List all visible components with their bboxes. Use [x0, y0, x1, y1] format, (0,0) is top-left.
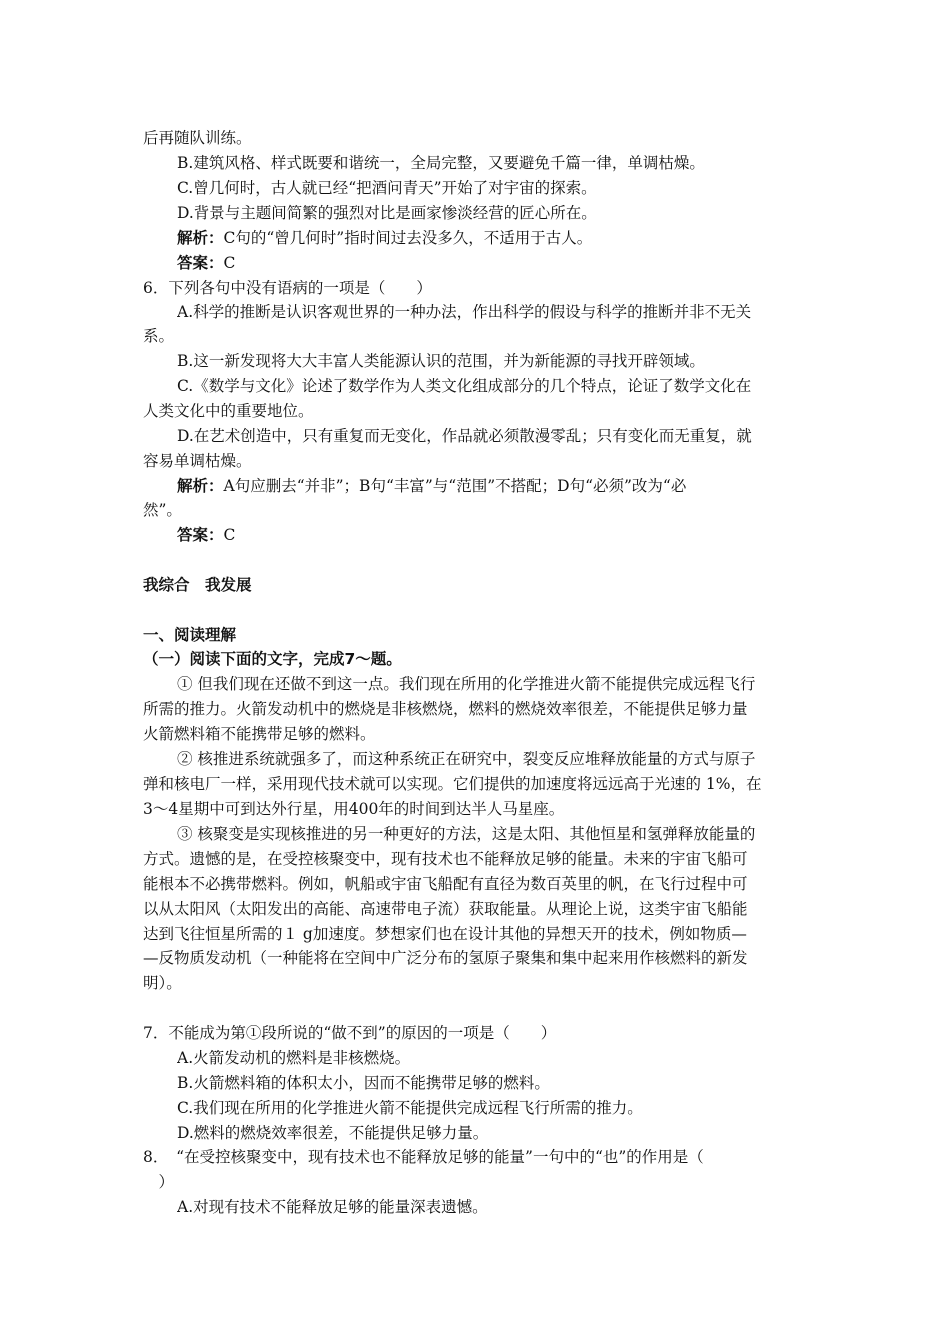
option-c-cont: 人类文化中的重要地位。	[143, 402, 314, 420]
question-8-cont: ）	[143, 1173, 175, 1191]
passage-line: 弹和核电厂一样，采用现代技术就可以实现。它们提供的加速度将远远高于光速的 1%，在	[143, 775, 762, 793]
answer-label: 答案：	[177, 253, 224, 272]
passage-line: 所需的推力。火箭发动机中的燃烧是非核燃烧，燃料的燃烧效率很差，不能提供足够力量	[143, 700, 748, 718]
analysis-line	[177, 226, 813, 250]
answer-label: 答案：	[177, 525, 224, 544]
option-a: A.火箭发动机的燃料是非核燃烧。	[177, 1049, 411, 1067]
passage-line: 以从太阳风（太阳发出的高能、高速带电子流）获取能量。从理论上说，这类宇宙飞船能	[143, 900, 748, 918]
answer-line	[177, 251, 813, 275]
option-a-cont: 系。	[143, 327, 175, 345]
option-a: A.对现有技术不能释放足够的能量深表遗憾。	[177, 1198, 488, 1216]
passage-line: 明）。	[143, 974, 182, 992]
answer-text: C	[223, 254, 236, 272]
option-b: B.建筑风格、样式既要和谐统一，全局完整，又要避免千篇一律，单调枯燥。	[177, 154, 705, 172]
analysis-label: 解析：	[177, 476, 224, 495]
question-8: 8． “在受控核聚变中，现有技术也不能释放足够的能量”一句中的“也”的作用是（	[143, 1148, 704, 1166]
option-b: B.火箭燃料箱的体积太小，因而不能携带足够的燃料。	[177, 1074, 550, 1092]
option-c: C.曾几何时，古人就已经“把酒问青天”开始了对宇宙的探索。	[177, 179, 597, 197]
passage-paragraph-2: ② 核推进系统就强多了，而这种系统正在研究中，裂变反应堆释放能量的方式与原子	[177, 750, 756, 768]
analysis-text: C句的“曾几何时”指时间过去没多久，不适用于古人。	[223, 229, 593, 247]
passage-line: 3～4星期中可到达外行星，用400年的时间到达半人马星座。	[143, 800, 565, 818]
option-d-cont: 容易单调枯燥。	[143, 452, 252, 470]
subsection-heading: 一、阅读理解	[143, 626, 237, 644]
option-d: D.燃料的燃烧效率很差，不能提供足够力量。	[177, 1124, 489, 1142]
question-7: 7．不能成为第①段所说的“做不到”的原因的一项是（ ）	[143, 1024, 557, 1042]
answer-text: C	[223, 526, 236, 544]
passage-paragraph-1: ① 但我们现在还做不到这一点。我们现在所用的化学推进火箭不能提供完成远程飞行	[177, 675, 756, 693]
option-c: C.我们现在所用的化学推进火箭不能提供完成远程飞行所需的推力。	[177, 1099, 643, 1117]
question-6: 6．下列各句中没有语病的一项是（ ）	[143, 279, 432, 297]
analysis-text: A句应删去“并非”；B句“丰富”与“范围”不搭配；D句“必须”改为“必	[223, 477, 687, 495]
option-d: D.背景与主题间简繁的强烈对比是画家惨淡经营的匠心所在。	[177, 204, 597, 222]
analysis-line	[177, 474, 813, 498]
analysis-cont: 然”。	[143, 501, 182, 519]
passage-line: —反物质发动机（一种能将在空间中广泛分布的氢原子聚集和集中起来用作核燃料的新发	[143, 949, 748, 967]
option-d: D.在艺术创造中，只有重复而无变化，作品就必须散漫零乱；只有变化而无重复，就	[177, 427, 752, 445]
option-b: B.这一新发现将大大丰富人类能源认识的范围，并为新能源的寻找开辟领域。	[177, 352, 705, 370]
passage-line: 火箭燃料箱不能携带足够的燃料。	[143, 725, 376, 743]
text-line: 后再随队训练。	[143, 129, 252, 147]
section-heading: 我综合 我发展	[143, 576, 252, 594]
option-c: C.《数学与文化》论述了数学作为人类文化组成部分的几个特点，论证了数学文化在	[177, 377, 752, 395]
passage-line: 方式。遗憾的是，在受控核聚变中，现有技术也不能释放足够的能量。未来的宇宙飞船可	[143, 850, 748, 868]
analysis-label: 解析：	[177, 228, 224, 247]
passage-line: 能根本不必携带燃料。例如，帆船或宇宙飞船配有直径为数百英里的帆，在飞行过程中可	[143, 875, 748, 893]
passage-instruction: （一）阅读下面的文字，完成7～题。	[143, 650, 402, 668]
passage-line: 达到飞往恒星所需的１ g加速度。梦想家们也在设计其他的异想天开的技术，例如物质—	[143, 925, 747, 943]
option-a: A.科学的推断是认识客观世界的一种办法，作出科学的假设与科学的推断并非不无关	[177, 303, 752, 321]
answer-line	[177, 523, 813, 547]
passage-paragraph-3: ③ 核聚变是实现核推进的另一种更好的方法，这是太阳、其他恒星和氢弹释放能量的	[177, 825, 756, 843]
